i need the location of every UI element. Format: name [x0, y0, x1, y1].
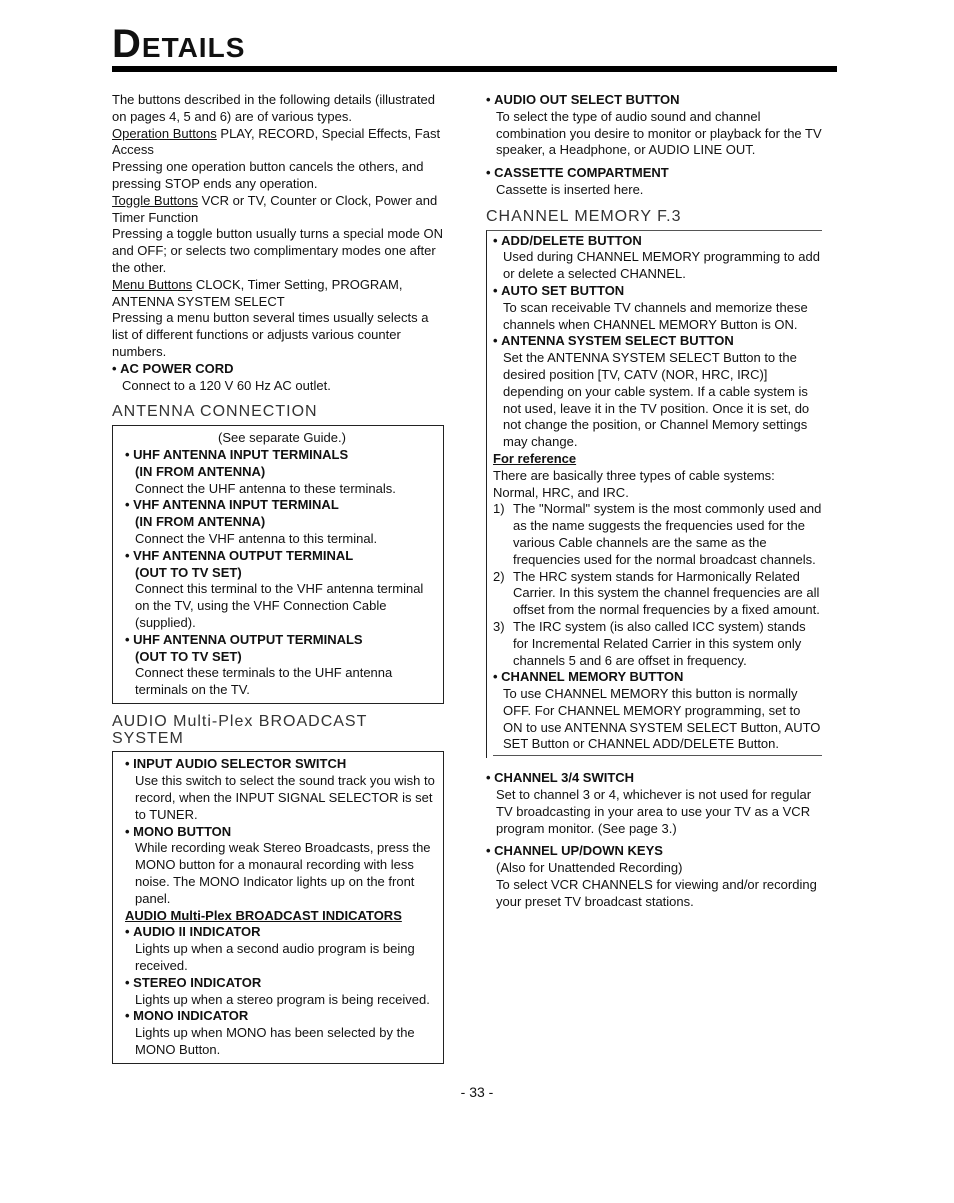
channel-updown-heading: • CHANNEL UP/DOWN KEYS	[486, 843, 822, 860]
title-rule	[112, 66, 837, 72]
auto-set-text: To scan receivable TV channels and memorize these channels when CHANNEL MEMORY Button is ON.	[503, 299, 808, 332]
list-item	[493, 569, 822, 619]
antenna-connection-box	[112, 425, 444, 704]
uhf-output-heading: • UHF ANTENNA OUTPUT TERMINALS	[125, 632, 439, 649]
channel-memory-box	[486, 230, 822, 759]
cassette-compartment-heading: • CASSETTE COMPARTMENT	[486, 165, 822, 182]
toggle-buttons-line	[112, 193, 444, 227]
uhf-output-sub: (OUT TO TV SET)	[135, 648, 242, 664]
antenna-connection-heading: ANTENNA CONNECTION	[112, 403, 318, 421]
toggle-buttons-desc: Pressing a toggle button usually turns a special mode ON and OFF; or selects two complimentary modes one after the other.	[112, 226, 443, 275]
stereo-indicator-text: Lights up when a stereo program is being received.	[135, 991, 430, 1007]
vhf-input-heading: • VHF ANTENNA INPUT TERMINAL	[125, 497, 439, 514]
operation-buttons-text: PLAY, RECORD, Special Effects, Fast Access	[112, 125, 441, 158]
list-number: 2)	[493, 568, 505, 584]
menu-buttons-line	[112, 277, 444, 311]
antenna-system-select-text: Set the ANTENNA SYSTEM SELECT Button to the desired position [TV, CATV (NOR, HRC, IRC)] depending on your cable system. If a cable system is not used, leave it in the TV position. Once it is set, do not change the position, or Channel Memory settings may change.	[503, 350, 810, 450]
toggle-buttons-label: Toggle Buttons	[112, 192, 199, 208]
uhf-output-text: Connect these terminals to the UHF antenna terminals on the TV.	[135, 665, 393, 698]
for-reference-text: There are basically three types of cable systems: Normal, HRC, and IRC.	[493, 467, 775, 500]
audio2-indicator-text: Lights up when a second audio program is being received.	[135, 941, 415, 974]
list-number: 3)	[493, 618, 505, 634]
list-item	[493, 501, 822, 568]
ac-power-cord-heading: • AC POWER CORD	[112, 361, 444, 378]
channel-34-switch-heading: • CHANNEL 3/4 SWITCH	[486, 770, 822, 787]
cassette-compartment-text: Cassette is inserted here.	[496, 181, 644, 197]
ac-power-cord-text: Connect to a 120 V 60 Hz AC outlet.	[122, 377, 331, 393]
audio-mpx-box	[112, 751, 444, 1063]
operation-buttons-label: Operation Buttons	[112, 125, 217, 141]
mono-indicator-heading: • MONO INDICATOR	[125, 1008, 439, 1025]
audio-mpx-heading: AUDIO Multi-Plex BROADCAST SYSTEM	[112, 712, 368, 747]
vhf-output-sub: (OUT TO TV SET)	[135, 564, 242, 580]
menu-buttons-text: CLOCK, Timer Setting, PROGRAM, ANTENNA SYSTEM SELECT	[112, 276, 403, 309]
page-title: Details	[112, 22, 246, 66]
channel-updown-sub: (Also for Unattended Recording)	[496, 860, 683, 876]
stereo-indicator-heading: • STEREO INDICATOR	[125, 975, 439, 992]
for-reference-label: For reference	[493, 450, 577, 466]
operation-buttons-desc: Pressing one operation button cancels the others, and pressing STOP ends any operation.	[112, 159, 424, 191]
antenna-guide-note: (See separate Guide.)	[218, 430, 346, 446]
add-delete-heading: • ADD/DELETE BUTTON	[493, 233, 822, 250]
left-column	[112, 92, 444, 1064]
menu-buttons-desc: Pressing a menu button several times usually selects a list of different functions or adjusts various counter numbers.	[112, 310, 429, 359]
uhf-input-text: Connect the UHF antenna to these terminals.	[135, 480, 396, 496]
audio-out-select-text: To select the type of audio sound and channel combination you desire to monitor or playback for the TV speaker, a Headphone, or AUDIO LINE OUT.	[496, 108, 822, 158]
channel-memory-button-text: To use CHANNEL MEMORY this button is normally OFF. For CHANNEL MEMORY programming, set to ON to use ANTENNA SYSTEM SELECT Button, AUTO SET Button or CHANNEL ADD/DELETE Button.	[503, 686, 821, 752]
vhf-input-text: Connect the VHF antenna to this terminal.	[135, 530, 378, 546]
vhf-output-heading: • VHF ANTENNA OUTPUT TERMINAL	[125, 548, 439, 565]
vhf-output-text: Connect this terminal to the VHF antenna terminal on the TV, using the VHF Connection Cable (supplied).	[135, 581, 424, 630]
add-delete-text: Used during CHANNEL MEMORY programming to add or delete a selected CHANNEL.	[503, 249, 820, 282]
channel-memory-button-heading: • CHANNEL MEMORY BUTTON	[493, 669, 822, 686]
audio-indicators-label: AUDIO Multi-Plex BROADCAST INDICATORS	[125, 907, 402, 923]
list-text: The HRC system stands for Harmonically Related Carrier. In this system the channel frequencies are all offset from the normal frequencies by a fixed amount.	[513, 568, 820, 618]
uhf-input-heading: • UHF ANTENNA INPUT TERMINALS	[125, 447, 439, 464]
uhf-input-sub: (IN FROM ANTENNA)	[135, 463, 266, 479]
channel-updown-text: To select VCR CHANNELS for viewing and/or recording your preset TV broadcast stations.	[496, 877, 817, 909]
mono-button-text: While recording weak Stereo Broadcasts, press the MONO button for a monaural recording with less noise. The MONO Indicator lights up on the front panel.	[135, 840, 431, 906]
right-column	[486, 92, 822, 911]
antenna-system-select-heading: • ANTENNA SYSTEM SELECT BUTTON	[493, 333, 822, 350]
operation-buttons-line	[112, 126, 444, 160]
menu-buttons-label: Menu Buttons	[112, 276, 193, 292]
input-audio-selector-heading: • INPUT AUDIO SELECTOR SWITCH	[125, 756, 439, 773]
input-audio-selector-text: Use this switch to select the sound track you wish to record, when the INPUT SIGNAL SELECTOR is set to TUNER.	[135, 773, 435, 822]
page-number: - 33 -	[460, 1084, 494, 1100]
auto-set-heading: • AUTO SET BUTTON	[493, 283, 822, 300]
mono-button-heading: • MONO BUTTON	[125, 824, 439, 841]
audio-out-select-heading: • AUDIO OUT SELECT BUTTON	[486, 92, 822, 109]
list-number: 1)	[493, 501, 505, 517]
mono-indicator-text: Lights up when MONO has been selected by the MONO Button.	[135, 1025, 415, 1058]
list-text: The "Normal" system is the most commonly used and as the name suggests the frequencies used for the various Cable channels are the same as the frequencies used for the normal broadcast channels.	[513, 501, 822, 567]
channel-memory-heading: CHANNEL MEMORY F.3	[486, 207, 682, 225]
intro-paragraph: The buttons described in the following details (illustrated on pages 4, 5 and 6) are of various types.	[112, 92, 436, 124]
channel-34-switch-text: Set to channel 3 or 4, whichever is not used for regular TV broadcasting in your area to use your TV as a VCR program monitor. (See page 3.)	[496, 787, 812, 836]
list-text: The IRC system (is also called ICC system) stands for Incremental Related Carrier in this system only channels 5 and 6 are offset in frequency.	[513, 618, 806, 668]
list-item	[493, 619, 822, 669]
audio2-indicator-heading: • AUDIO II INDICATOR	[125, 924, 439, 941]
vhf-input-sub: (IN FROM ANTENNA)	[135, 514, 266, 530]
toggle-buttons-text: VCR or TV, Counter or Clock, Power and Timer Function	[112, 192, 438, 225]
